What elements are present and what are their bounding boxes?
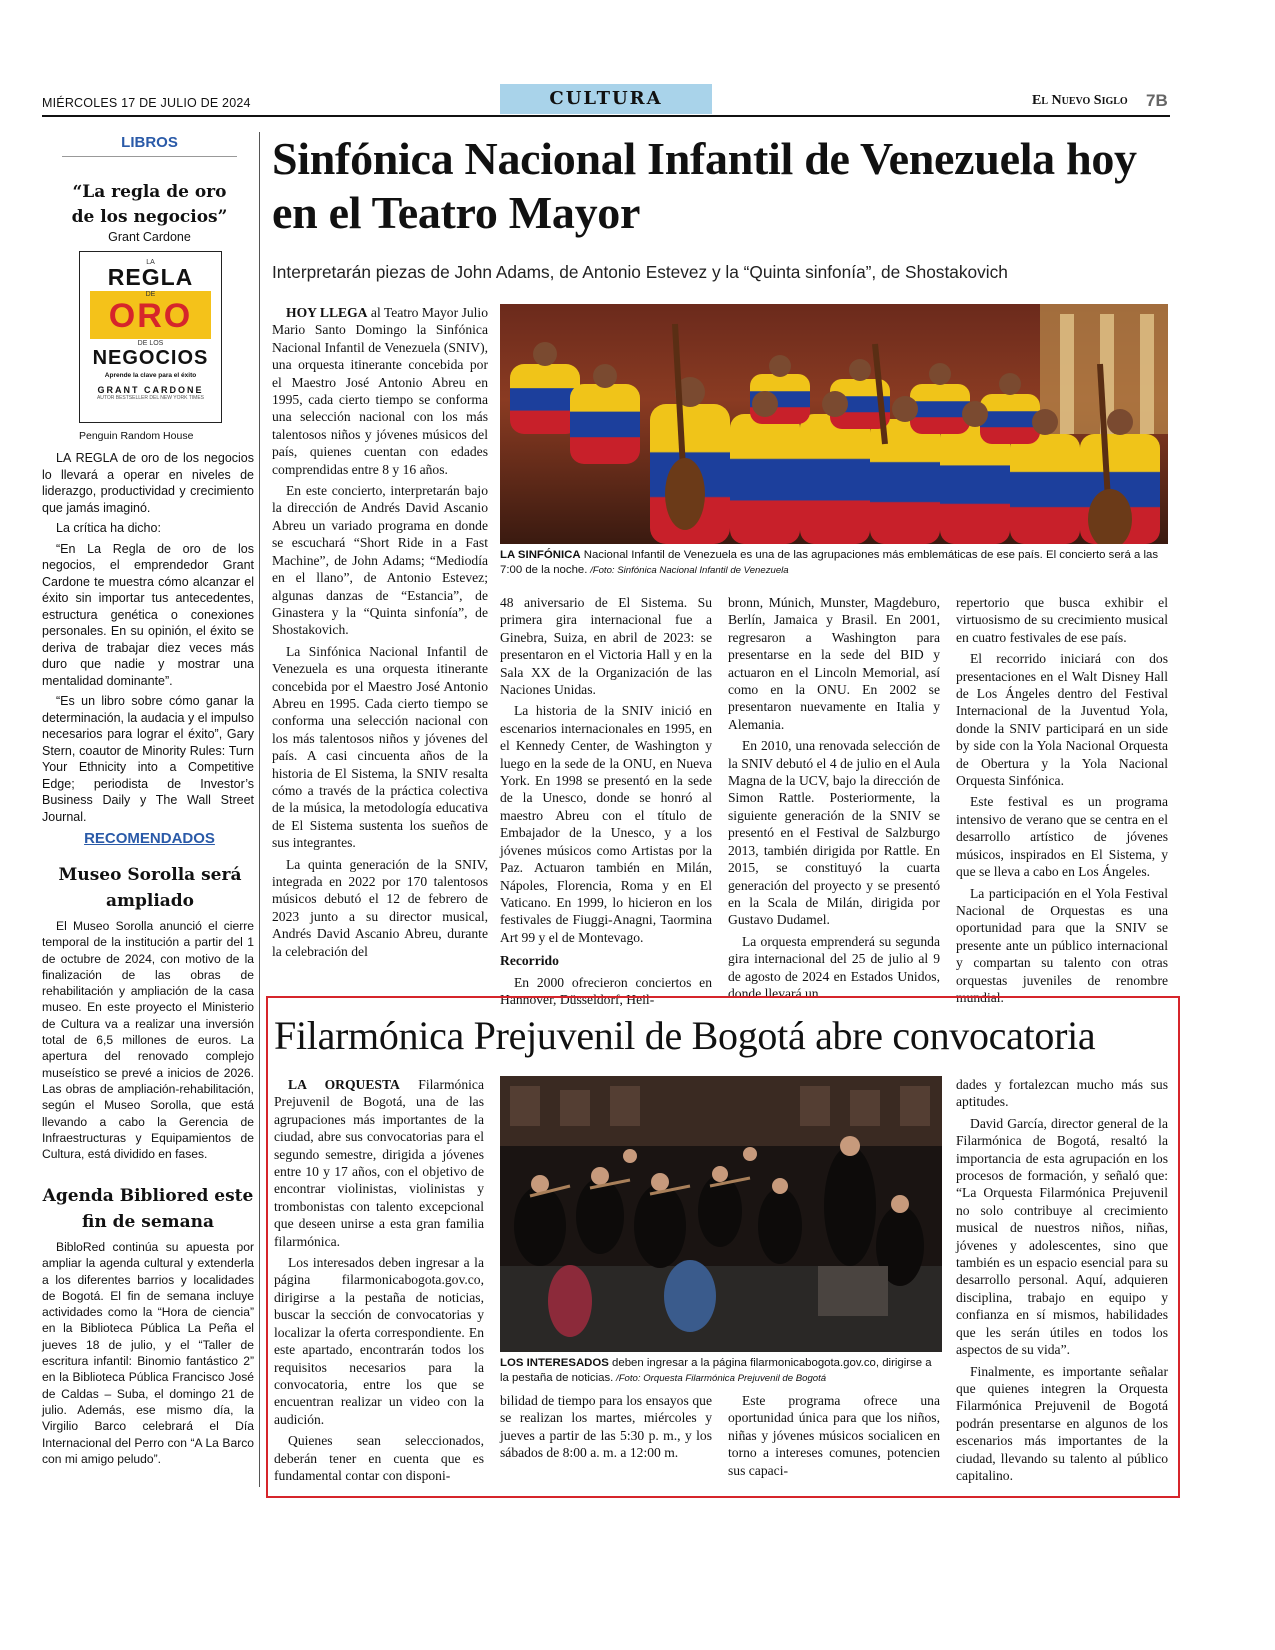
caption-lead: LA SINFÓNICA	[500, 549, 581, 561]
cover-band	[90, 291, 211, 339]
cover-line2: REGLA	[107, 264, 194, 290]
paragraph: La Sinfónica Nacional Infantil de Venezuela es una orquesta itinerante concebida por el Maestro José Antonio Abreu en 1995. Cada cierto tiempo se conforma una selección nacional con los más talentosos niños y jóvenes del país. A casi cincuenta años de la historia de El Sistema, la SNIV resalta cómo a través de la práctica colectiva de la música, la metodología educativa de El Sistema sustenta los sueños de sus integrantes.	[272, 643, 488, 851]
cover-line3: DE	[145, 291, 156, 298]
caption-lead: LOS INTERESADOS	[500, 1357, 609, 1369]
sidebar-rule	[62, 156, 237, 157]
book-paragraph: LA REGLA de oro de los negocios lo llevará a operar en niveles de liderazgo, productividad y crecimiento que jamás imaginó.	[42, 451, 254, 515]
paragraph: En este concierto, interpretarán bajo la dirección de Andrés David Ascanio Abreu un variado programa en donde se escuchará “Short Ride in a Fast Machine”, de John Adams; “Mediodía en el llano”, de Antonio Estevez; algunas danzas de “Estancia”, de Ginastera y la “Quinta sinfonía”, de Shostakovich.	[272, 483, 488, 638]
caption-text: Nacional Infantil de Venezuela es una de las agrupaciones más emblemáticas de ese país. El concierto será a las 7:00 de la noche.	[500, 549, 1159, 576]
section-title: CULTURA	[549, 88, 663, 109]
article1-photo	[500, 304, 1168, 544]
caption-credit: /Foto: Orquesta Filarmónica Prejuvenil de Bogotá	[613, 1373, 827, 1384]
paragraph: bronn, Múnich, Munster, Magdeburo, Berlín, Jamaica y Brasil. En 2001, regresaron a Washington para presentarse en la sede del BID y actuaron en el Lincoln Memorial, así como en la ONU. En 2002 se presentaron nuevamente en Italia y Alemania.	[728, 595, 940, 732]
cover-line1: LA	[146, 259, 155, 266]
paragraph: En 2010, una renovada selección de la SNIV debutó el 4 de julio en el Aula Magna de la UCV, bajo la dirección de Simon Rattle. Posteriormente, la siguiente generación de la SNIV se presentó en el Festival de Salzburgo 2013, también dirigida por Rattle. En 2015, se constituyó la cuarta generación del proyecto y se presentó en la Scala de Milán, dirigida por Gustavo Dudamel.	[728, 738, 940, 928]
cover-line4: ORO	[108, 297, 193, 335]
lead-word: LA ORQUESTA	[288, 1077, 400, 1092]
cover-author: GRANT CARDONE	[97, 385, 204, 395]
cover-line5: DE LOS	[137, 340, 164, 347]
header-date: MIÉRCOLES 17 DE JULIO DE 2024	[42, 96, 251, 110]
page-number: 7B	[1146, 91, 1168, 110]
paragraph: En 2000 ofrecieron conciertos en Hannover, Düsseldorf, Heil-	[500, 974, 712, 1007]
book-cover	[79, 251, 222, 423]
header-rule	[42, 115, 1170, 117]
caption-credit: /Foto: Sinfónica Nacional Infantil de Venezuela	[587, 565, 789, 576]
cover-line6: NEGOCIOS	[92, 347, 209, 369]
cover-tagline: Aprende la clave para el éxito	[104, 372, 197, 379]
book-title: “La regla de oro de los negocios”	[71, 182, 228, 227]
article2-column-1	[274, 1076, 484, 1488]
recommended-title-1: Museo Sorolla será ampliado	[58, 865, 242, 911]
lead-word: HOY LLEGA	[286, 305, 368, 320]
newspaper-logo: El Nuevo Siglo	[1032, 93, 1128, 108]
article2-column-2	[500, 1392, 712, 1466]
paragraph: dades y fortalezcan mucho más sus aptitudes.	[956, 1077, 1168, 1110]
article1-column-2	[500, 594, 712, 1012]
paragraph: David García, director general de la Filarmónica de Bogotá, resaltó la importancia de esta agrupación en los procesos de formación, y señaló que: “La Orquesta Filarmónica Prejuvenil no solo contribuye al crecimiento musical de nuestros niños, niñas, jóvenes y adolescentes, sino que también es un espacio esencial para su desarrollo personal. Aquí, adquieren disciplina, trabajo en equipo y confianza en sí mismos, habilidades que les serán útiles en todos los aspectos de su vida”.	[956, 1115, 1168, 1358]
paragraph: LA ORQUESTA Filarmónica Prejuvenil de Bogotá, una de las agrupaciones más importantes de la ciudad, abre sus convocatorias para el segundo semestre, dirigida a jóvenes entre 10 y 17 años, con el objetivo de encontrar violinistas, violinistas y trombonistas con talento excepcional que deseen unirse a esta gran familia filarmónica.	[274, 1077, 484, 1249]
sidebar-recommended-head: RECOMENDADOS	[84, 830, 215, 847]
caption-text: deben ingresar a la página filarmonicabogota.gov.co, dirigirse a la pestaña de noticias.	[500, 1357, 932, 1384]
recommended-text-2: BibloRed continúa su apuesta por ampliar la agenda cultural y extenderla a los diferentes barrios y localidades de Bogotá. El fin de semana incluye actividades como la “Hora de ciencia” en la Biblioteca Pública La Peña el jueves 18 de julio, y el “Taller de escritura infantil: Binomio fantástico 2” en la Biblioteca Pública Francisco José de Caldas – Suba, el domingo 21 de julio. Además, ese mismo día, la Virgilio Barco celebrará el Día Internacional del Perro con “A La Barco con mi amigo peludo”.	[42, 1240, 254, 1466]
paragraph: HOY LLEGA al Teatro Mayor Julio Mario Santo Domingo la Sinfónica Nacional Infantil de Venezuela (SNIV), una orquesta itinerante concebida por el Maestro José Antonio Abreu en 1995, cada cierto tiempo se conforma una selección nacional con los más talentosos niños y jóvenes músicos del país, quienes cuentan con edades comprendidas entre 8 y 16 años.	[272, 305, 489, 477]
paragraph: bilidad de tiempo para los ensayos que se realizan los martes, miércoles y jueves a partir de las 5:30 p. m., y los sábados de 8:00 a. m. a 12:00 m.	[500, 1393, 712, 1461]
book-paragraph: “En La Regla de oro de los negocios, el emprendedor Grant Cardone te muestra cómo alcanzar el éxito sin importar tus antecedentes, estructura genética o conexiones personales. En su opinión, el éxito se deriva de trabajar diez veces más duro que nadie y mostrar una mentalidad dominante”.	[42, 541, 254, 688]
paragraph: Este programa ofrece una oportunidad única para que los niños, niñas y jóvenes músicos socialicen en torno a intereses comunes, potencien sus capaci-	[728, 1393, 940, 1478]
paragraph: La orquesta emprenderá su segunda gira internacional del 25 de julio al 9 de agosto de 2024 en Estados Unidos, donde llevará un	[728, 933, 940, 1001]
article2-column-3	[728, 1392, 940, 1483]
article2-headline: Filarmónica Prejuvenil de Bogotá abre convocatoria	[274, 1013, 1096, 1058]
paragraph: El recorrido iniciará con dos presentaciones en el Walt Disney Hall de Los Ángeles dentro del Festival Internacional de la Juventud Yola, donde la SNIV participará en un side by side con la Yola Nacional Orquesta de Obertura y la Yola Nacional Orquesta Sinfónica.	[956, 651, 1168, 789]
paragraph: repertorio que busca exhibir el virtuosismo de su crecimiento musical en cuatro festivales de ese país.	[956, 595, 1168, 645]
book-review	[42, 450, 254, 829]
recommended-text-1: El Museo Sorolla anunció el cierre temporal de la institución a partir del 1 de octubre de 2024, con motivo de la finalización de las obras de rehabilitación y ampliación de la casa museo. En este proyecto el Ministerio de Cultura va a realizar una inversión total de 6,5 millones de euros. La apertura del renovado complejo museístico se prevé a inicios de 2026. Las obras de ampliación-rehabilitación, según el Museo Sorolla, que está llevando a cabo la Gerencia de Infraestructuras y Equipamientos de Cultura, está dividido en fases.	[42, 919, 254, 1162]
recommended-title-2: Agenda Bibliored este fin de semana	[42, 1186, 254, 1232]
article2-photo	[500, 1076, 942, 1352]
article1-column-3	[728, 594, 940, 1006]
article1-caption	[500, 548, 1168, 578]
paragraph: La historia de la SNIV inició en escenarios internacionales en 1995, en el Kennedy Center, de Washington y luego en la sede de la ONU, en Nueva York. En 1998 se presentó en la sede de la Unesco, donde se honró al maestro Abreu con el título de Embajador de la Unesco, y a los jóvenes músicos como Artistas por la Paz. Actuaron también en Milán, Nápoles, Florencia, Roma y en El Vaticano. En 1999, lo hicieron en los festivales de Fiuggi-Anagni, Taormina Art 99 y el de Montevago.	[500, 703, 712, 945]
article2-column-4	[956, 1076, 1168, 1488]
paragraph: 48 aniversario de El Sistema. Su primera gira internacional fue a Ginebra, Suiza, en abril de 2023: se presentaron en el Victoria Hall y en la Sala XX de la Organización de las Naciones Unidas.	[500, 595, 712, 698]
article1-column-4	[956, 594, 1168, 1010]
paragraph: Finalmente, es importante señalar que quienes integren la Orquesta Filarmónica Prejuvenil de Bogotá podrán presentarse en algunos de los escenarios más importantes de la ciudad, llevando su talento al público capitalino.	[956, 1363, 1168, 1483]
article1-subhead: Interpretarán piezas de John Adams, de Antonio Estevez y la “Quinta sinfonía”, de Shostakovich	[272, 262, 1008, 282]
paragraph: La participación en el Yola Festival Nacional de Orquestas es una oportunidad para que la SNIV se presente ante un público internacional y compartan su talento con otras orquestas juveniles de renombre mundial.	[956, 885, 1168, 1005]
sidebar-books-head: LIBROS	[121, 134, 178, 151]
paragraph: La quinta generación de la SNIV, integrada en 2022 por 170 talentosos músicos debutó el 12 de febrero de 2023 junto a su director musical, Andrés David Ascanio Abreu, durante la celebración del	[272, 856, 488, 959]
book-paragraph: “Es un libro sobre cómo ganar la determinación, la audacia y el impulso necesarios para lograr el éxito”, Gary Stern, coautor de Minority Rules: Turn Your Ethnicity into a Competitive Edge; periodista de Investor’s Business Daily y The Wall Street Journal.	[42, 694, 254, 824]
article1-column-1	[272, 304, 488, 964]
article2-caption	[500, 1356, 942, 1386]
article1-headline: Sinfónica Nacional Infantil de Venezuela hoy en el Teatro Mayor	[272, 133, 1137, 238]
paragraph: Los interesados deben ingresar a la página filarmonicabogota.gov.co, dirigirse a la pestaña de noticias, buscar la sección de convocatorias y localizar la oferta correspondiente. En este apartado, encontrarán todos los requisitos necesarios para la convocatoria, entre los que se encuentran realizar un video con la audición.	[274, 1255, 484, 1427]
book-author: Grant Cardone	[108, 230, 191, 244]
subhead-recorrido: Recorrido	[500, 953, 559, 969]
book-publisher: Penguin Random House	[79, 430, 194, 442]
book-paragraph: La crítica ha dicho:	[56, 521, 161, 535]
paragraph: Quienes sean seleccionados, deberán tener en cuenta que es fundamental contar con disponi-	[274, 1433, 484, 1483]
cover-note: AUTOR BESTSELLER DEL NEW YORK TIMES	[96, 395, 205, 401]
sidebar-divider	[259, 132, 260, 1487]
paragraph: Este festival es un programa intensivo de verano que se centra en el desarrollo artístico de jóvenes músicos, inspirados en El Sistema, y que se lleva a cabo en Los Ángeles.	[956, 794, 1168, 880]
